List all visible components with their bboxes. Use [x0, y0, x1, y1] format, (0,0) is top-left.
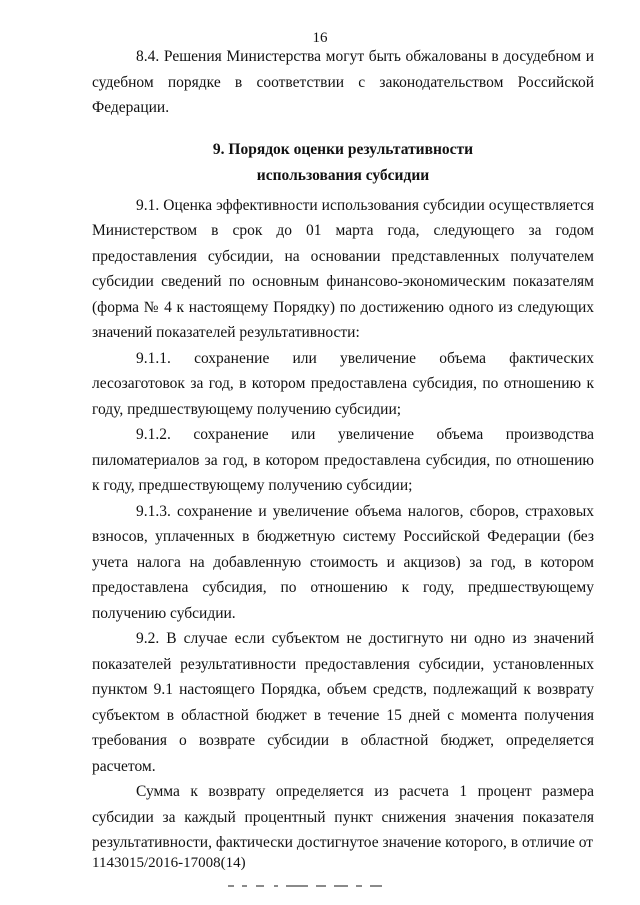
paragraph-sum: Сумма к возврату определяется из расчета 1 процент размера субсидии за каждый процентный пункт снижения значения показателя результативности, фактически достигнутое значение которого, в отличие от	[92, 783, 594, 851]
scan-artifact-marks	[228, 885, 388, 889]
paragraph-9-1-2: 9.1.2. сохранение или увеличение объема производства пиломатериалов за год, в котором предоставлена субсидия, по отношению к году, предшествующему получению субсидии;	[92, 426, 594, 494]
paragraph-9-1: 9.1. Оценка эффективности использования субсидии осуществляется Министерством в срок до 01 марта года, следующего за годом предоставления субсидии, на основании представленных получателем субсидии сведений по основным финансово-экономическим показателям (форма № 4 к настоящему Порядку) по достижению одного из следующих значений показателей результативности:	[92, 196, 594, 341]
document-body	[92, 44, 594, 856]
paragraph-9-1-3: 9.1.3. сохранение и увеличение объема налогов, сборов, страховых взносов, уплаченных в бюджетную систему Российской Федерации (без учета налога на добавленную стоимость и акцизов) за год, в котором предоставлена субсидия, по отношению к году, предшествующему получению субсидии.	[92, 502, 594, 622]
paragraph-9-1-1: 9.1.1. сохранение или увеличение объема фактических лесозаготовок за год, в котором предоставлена субсидия, по отношению к году, предшествующему получению субсидии;	[92, 349, 594, 418]
page-number: 16	[312, 30, 328, 46]
section-title-line2: использования субсидии	[256, 166, 430, 184]
section-title-line1: 9. Порядок оценки результативности	[212, 140, 474, 158]
paragraph-8-4: 8.4. Решения Министерства могут быть обжалованы в досудебном и судебном порядке в соответствии с законодательством Российской Федерации.	[92, 48, 594, 116]
document-number: 1143015/2016-17008(14)	[92, 855, 246, 871]
paragraph-9-2: 9.2. В случае если субъектом не достигнуто ни одно из значений показателей результативности предоставления субсидии, установленных пунктом 9.1 настоящего Порядка, объем средств, подлежащий к возврату субъектом в областной бюджет в течение 15 дней с момента получения требования о возврате субсидии в областной бюджет, определяется расчетом.	[92, 630, 594, 775]
